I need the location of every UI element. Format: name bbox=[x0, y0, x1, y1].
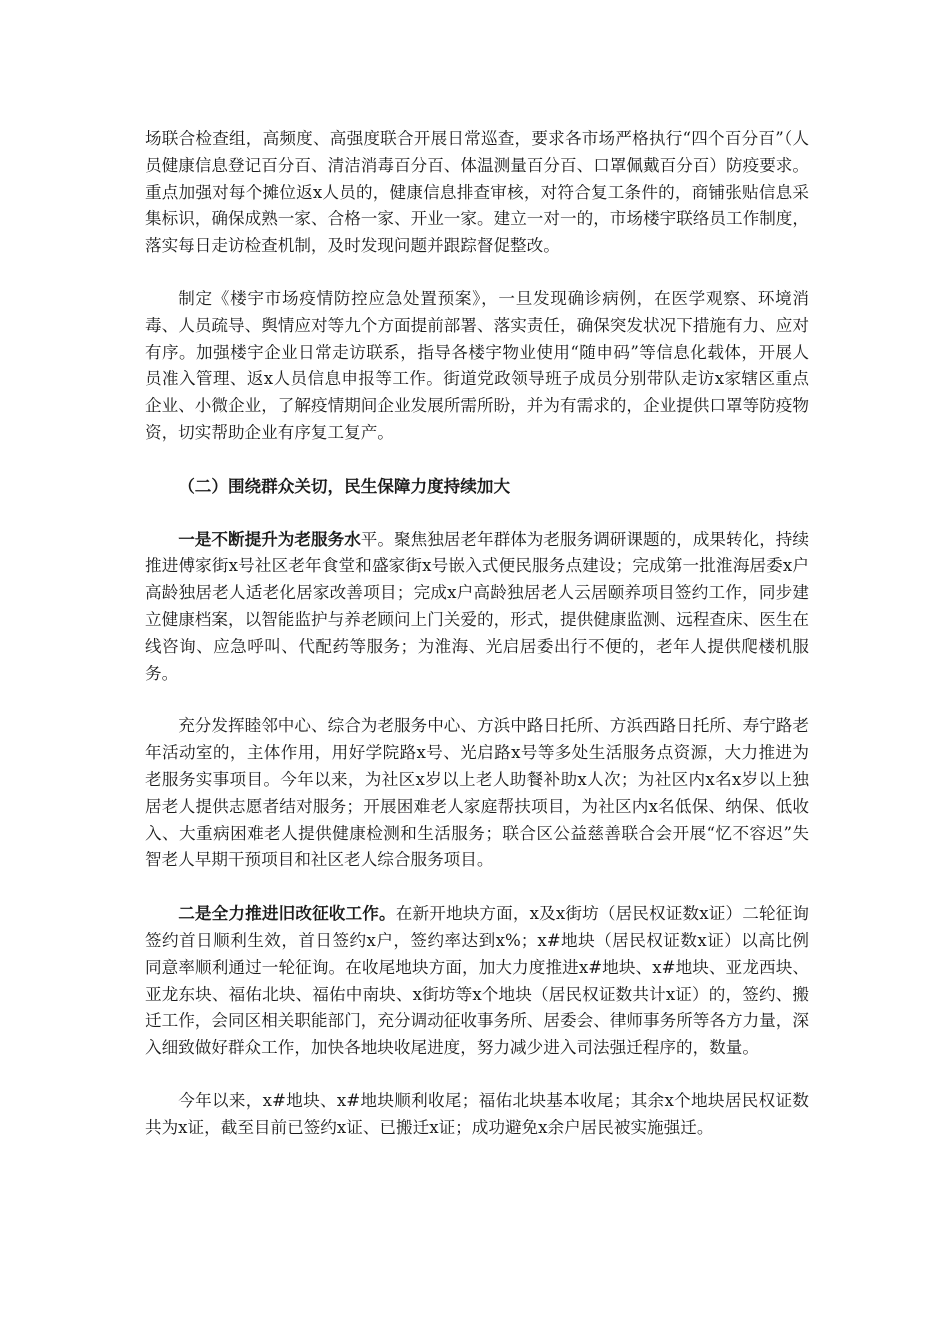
paragraph-elderly-service bbox=[145, 526, 809, 688]
section-heading: （二）围绕群众关切，民生保障力度持续加大 bbox=[178, 475, 511, 496]
paragraph-lead-renovation: 二是全力推进旧改征收工作。 bbox=[178, 903, 396, 924]
paragraph-emergency-plan: 制定《楼宇市场疫情防控应急处置预案》，一旦发现确诊病例，在医学观察、环境消毒、人员疏导、舆情应对等九个方面提前部署、落实责任，确保突发状况下措施有力、应对有序。加强楼宇企业日常走访联系，指导各楼宇物业使用“随申码”等信息化载体，开展人员准入管理、返x人员信息申报等工作。街道党政领导班子成员分别带队走访x家辖区重点企业、小微企业，了解疫情期间企业发展所需所盼，并为有需求的，企业提供口罩等防疫物资，切实帮助企业有序复工复产。 bbox=[145, 288, 809, 442]
paragraph-results: 今年以来，x#地块、x#地块顺利收尾；福佑北块基本收尾；其余x个地块居民权证数共为x证，截至目前已签约x证、已搬迁x证；成功避免x余户居民被实施强迁。 bbox=[145, 1090, 809, 1137]
paragraph-renovation bbox=[145, 900, 809, 1062]
paragraph-body-elderly: 平。聚焦独居老年群体为老服务调研课题的，成果转化，持续推进傅家街x号社区老年食堂和盛家街x号嵌入式便民服务点建设；完成第一批淮海居委x户高龄独居老人适老化居家改善项目；完成x户高龄独居老人云居颐养项目签约工作，同步建立健康档案，以智能监护与养老顾问上门关爱的，形式，提供健康监测、远程查床、医生在线咨询、应急呼叫、代配药等服务；为淮海、光启居委出行不便的，老年人提供爬楼机服务。 bbox=[145, 529, 810, 683]
paragraph-lead-elderly: 一是不断提升为老服务水 bbox=[178, 528, 361, 549]
paragraph-community-center: 充分发挥睦邻中心、综合为老服务中心、方浜中路日托所、方浜西路日托所、寿宁路老年活动室的，主体作用，用好学院路x号、光启路x号等多处生活服务点资源，大力推进为老服务实事项目。今年以来，为社区x岁以上老人助餐补助x人次；为社区内x名x岁以上独居老人提供志愿者结对服务；开展困难老人家庭帮扶项目，为社区内x名低保、纳保、低收入、大重病困难老人提供健康检测和生活服务；联合区公益慈善联合会开展“忆不容迟”失智老人早期干预项目和社区老人综合服务项目。 bbox=[145, 716, 809, 870]
paragraph-body-renovation: 在新开地块方面，x及x街坊（居民权证数x证）二轮征询签约首日顺利生效，首日签约x户，签约率达到x%；x#地块（居民权证数x证）以高比例同意率顺利通过一轮征询。在收尾地块方面，加大力度推进x#地块、x#地块、亚龙西块、亚龙东块、福佑北块、福佑中南块、x街坊等x个地块（居民权证数共计x证）的，签约、搬迁工作，会同区相关职能部门，充分调动征收事务所、居委会、律师事务所等各方力量，深入细致做好群众工作，加快各地块收尾进度，努力减少进入司法强迁程序的，数量。 bbox=[145, 904, 810, 1058]
document-page bbox=[145, 126, 809, 1168]
paragraph-market-inspection: 场联合检查组，高频度、高强度联合开展日常巡查，要求各市场严格执行“四个百分百”（人员健康信息登记百分百、清洁消毒百分百、体温测量百分百、口罩佩戴百分百）防疫要求。重点加强对每个摊位返x人员的，健康信息排查审核，对符合复工条件的，商铺张贴信息采集标识，确保成熟一家、合格一家、开业一家。建立一对一的，市场楼宇联络员工作制度，落实每日走访检查机制，及时发现问题并跟踪督促整改。 bbox=[145, 129, 809, 256]
